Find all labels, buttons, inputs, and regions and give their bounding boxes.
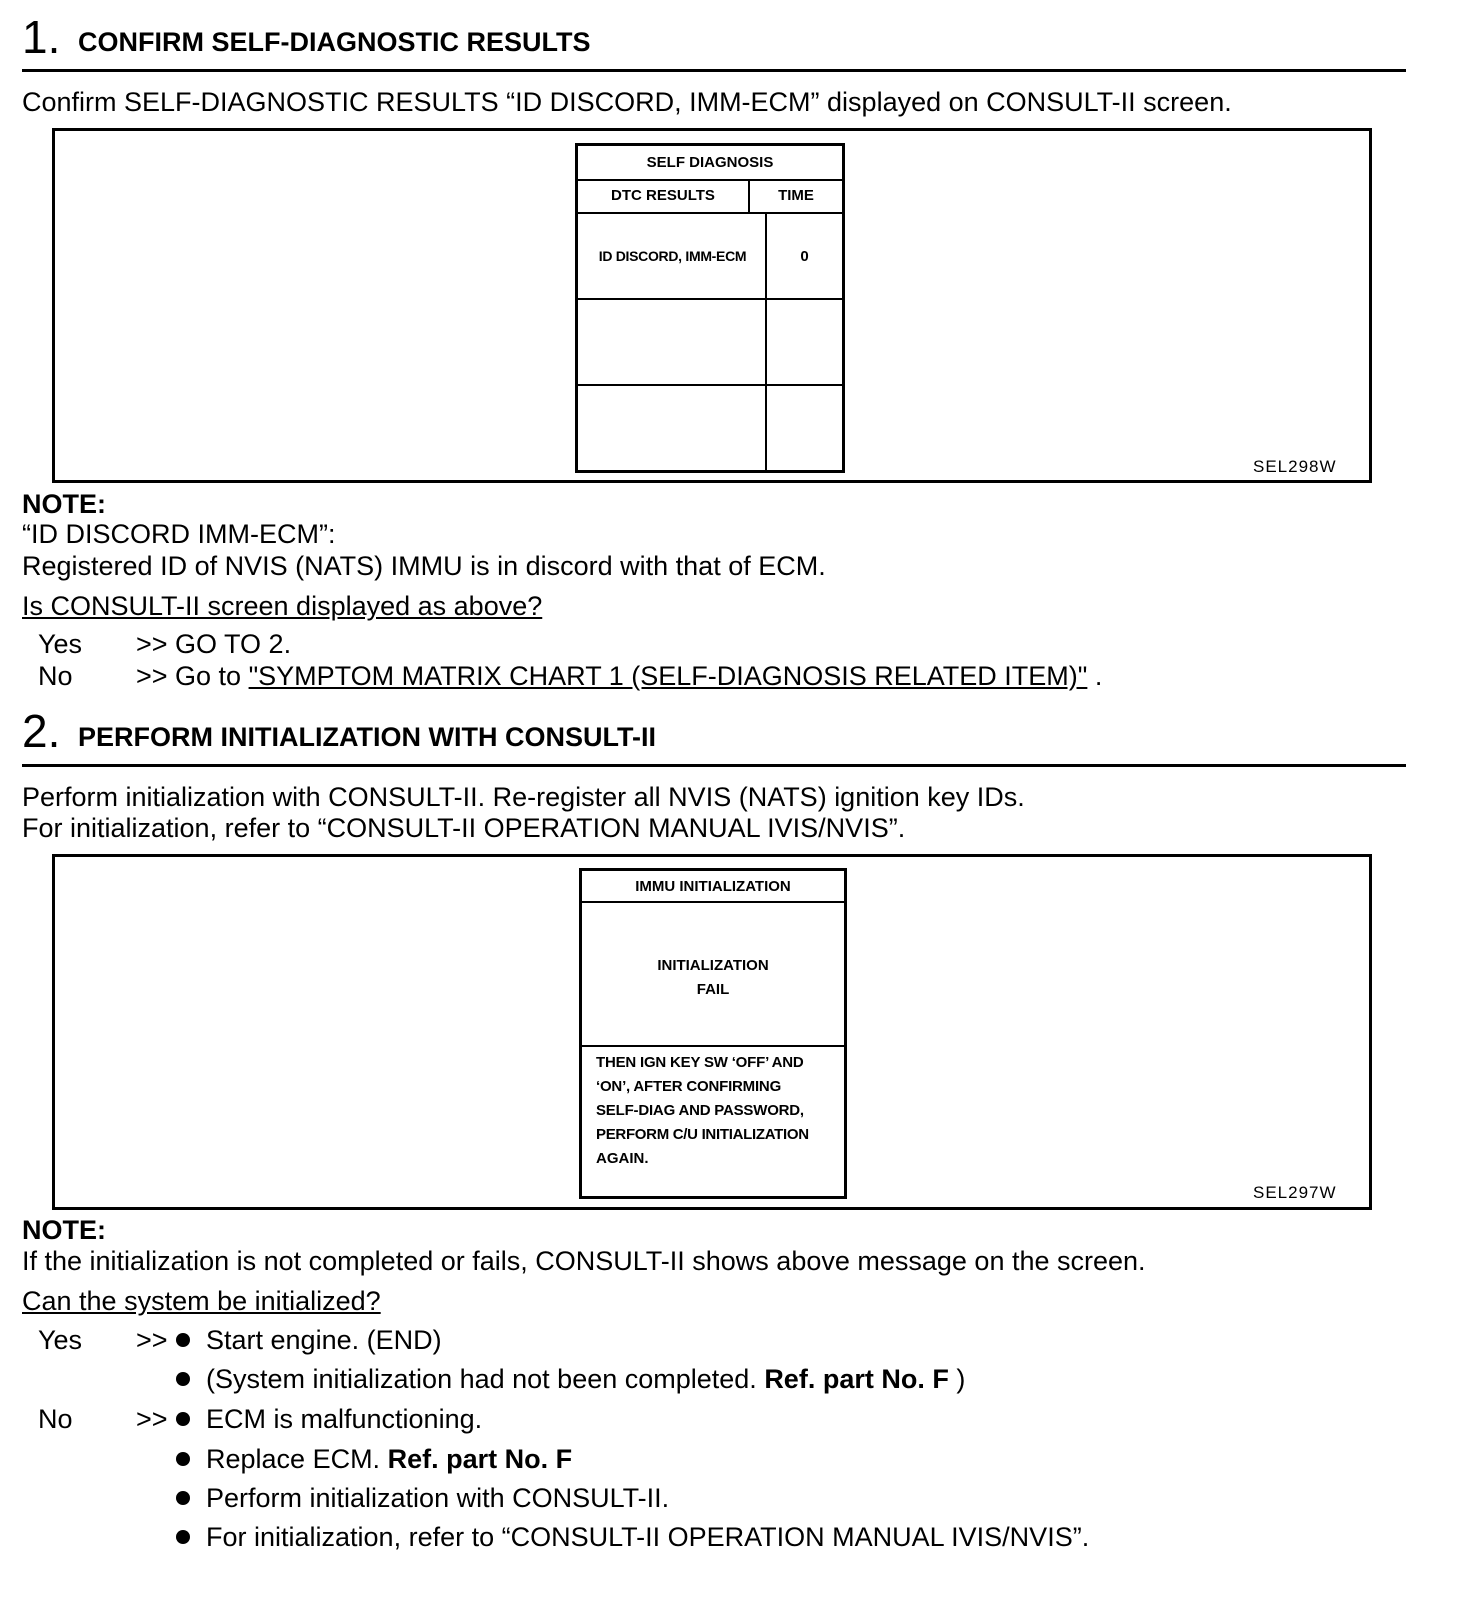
immu-initialization-header: IMMU INITIALIZATION bbox=[635, 878, 791, 895]
initialization-status-1: INITIALIZATION bbox=[657, 957, 769, 974]
step2-title: PERFORM INITIALIZATION WITH CONSULT-II bbox=[78, 722, 656, 752]
figure-self-diagnosis bbox=[52, 128, 1372, 483]
ref-part-number: Ref. part No. F bbox=[387, 1444, 573, 1474]
self-diagnosis-header: SELF DIAGNOSIS bbox=[646, 154, 774, 171]
step1-no-action bbox=[136, 660, 1102, 692]
step2-no-item: Replace ECM. Ref. part No. F bbox=[176, 1443, 572, 1475]
step1-title: CONFIRM SELF-DIAGNOSTIC RESULTS bbox=[78, 27, 591, 57]
step1-note-label: NOTE: bbox=[22, 489, 106, 519]
step1-note-line1: “ID DISCORD IMM-ECM”: bbox=[22, 519, 336, 549]
message-line-3: SELF-DIAG AND PASSWORD, bbox=[596, 1102, 804, 1119]
step2-yes-arrow: >> bbox=[136, 1325, 168, 1355]
step2-no-arrow: >> bbox=[136, 1404, 168, 1434]
step2-yes-item: (System initialization had not been completed. Ref. part No. F ) bbox=[176, 1363, 965, 1395]
bullet-icon bbox=[176, 1491, 190, 1505]
step2-number: 2. bbox=[22, 705, 61, 757]
step2-no-label: No bbox=[38, 1404, 73, 1434]
bullet-icon bbox=[176, 1412, 190, 1426]
message-line-2: ‘ON’, AFTER CONFIRMING bbox=[596, 1078, 782, 1095]
message-line-1: THEN IGN KEY SW ‘OFF’ AND bbox=[596, 1054, 804, 1071]
step1-yes-action: >> GO TO 2. bbox=[136, 629, 292, 659]
step2-no-item: ECM is malfunctioning. bbox=[176, 1403, 482, 1435]
step1-no-label: No bbox=[38, 661, 73, 691]
step2-yes-label: Yes bbox=[38, 1325, 83, 1355]
step2-divider bbox=[22, 764, 1406, 767]
step2-question: Can the system be initialized? bbox=[22, 1286, 381, 1316]
dtc-result-value: ID DISCORD, IMM-ECM bbox=[598, 248, 747, 264]
step1-divider bbox=[22, 69, 1406, 72]
symptom-matrix-link[interactable]: "SYMPTOM MATRIX CHART 1 (SELF-DIAGNOSIS RELATED ITEM)" bbox=[248, 661, 1088, 691]
step2-note-line1: If the initialization is not completed or fails, CONSULT-II shows above message on the screen. bbox=[22, 1246, 1146, 1276]
step1-instruction: Confirm SELF-DIAGNOSTIC RESULTS “ID DISCORD, IMM-ECM” displayed on CONSULT-II screen. bbox=[22, 87, 1232, 117]
step2-instruction2: For initialization, refer to “CONSULT-II OPERATION MANUAL IVIS/NVIS”. bbox=[22, 813, 906, 843]
step1-note-line2: Registered ID of NVIS (NATS) IMMU is in discord with that of ECM. bbox=[22, 551, 826, 581]
step2-no-item: For initialization, refer to “CONSULT-II OPERATION MANUAL IVIS/NVIS”. bbox=[176, 1521, 1089, 1553]
self-diagnosis-screen bbox=[575, 143, 845, 473]
figure-code: SEL297W bbox=[1253, 1183, 1337, 1202]
bullet-icon bbox=[176, 1333, 190, 1347]
step1-yes-label: Yes bbox=[38, 629, 83, 659]
step1-no-suffix: . bbox=[1087, 661, 1103, 691]
bullet-icon bbox=[176, 1452, 190, 1466]
step1-question: Is CONSULT-II screen displayed as above? bbox=[22, 591, 543, 621]
bullet-icon bbox=[176, 1372, 190, 1386]
col-time: TIME bbox=[778, 187, 814, 204]
figure-code: SEL298W bbox=[1253, 457, 1337, 476]
ref-part-number: Ref. part No. F bbox=[764, 1364, 949, 1394]
step2-yes-item: Start engine. (END) bbox=[176, 1324, 442, 1356]
step2-instruction1: Perform initialization with CONSULT-II. Re-register all NVIS (NATS) ignition key IDs. bbox=[22, 782, 1025, 812]
initialization-status-2: FAIL bbox=[696, 981, 730, 998]
step2-no-item: Perform initialization with CONSULT-II. bbox=[176, 1482, 669, 1514]
time-value: 0 bbox=[800, 248, 809, 265]
bullet-icon bbox=[176, 1530, 190, 1544]
message-line-5: AGAIN. bbox=[596, 1150, 649, 1167]
figure-immu-initialization bbox=[52, 854, 1372, 1210]
col-dtc-results: DTC RESULTS bbox=[611, 187, 715, 204]
step1-number: 1. bbox=[22, 11, 61, 63]
message-line-4: PERFORM C/U INITIALIZATION bbox=[596, 1126, 809, 1143]
immu-initialization-screen bbox=[579, 868, 847, 1199]
step2-note-label: NOTE: bbox=[22, 1215, 106, 1245]
step1-no-prefix: >> Go to bbox=[136, 661, 249, 691]
